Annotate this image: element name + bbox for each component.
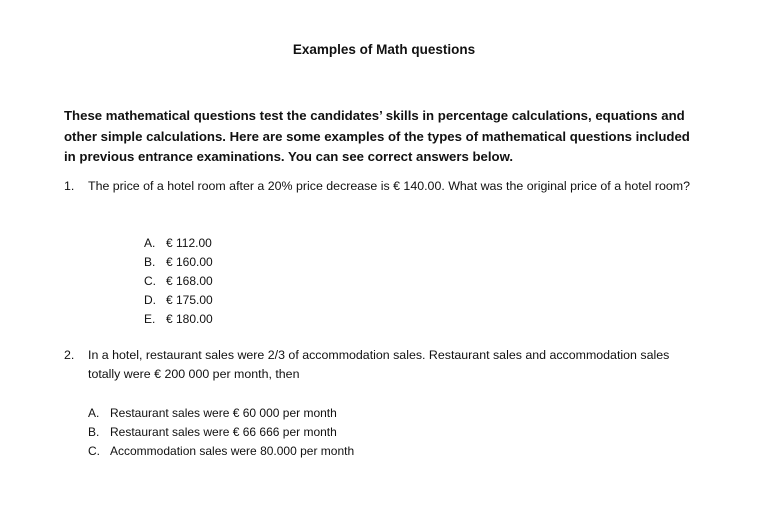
option-letter: A. [88, 406, 100, 420]
option-letter: C. [88, 444, 100, 458]
intro-paragraph: These mathematical questions test the candidates’ skills in percentage calculations, equations and other simple calculations. Here are some examples of the types of mathematical questions included in previous entrance examinations. You can see correct answers below. [64, 108, 690, 164]
option-letter: B. [88, 425, 100, 439]
option-b [88, 423, 488, 442]
question-1-options [144, 234, 344, 329]
option-text: Restaurant sales were € 60 000 per month [110, 406, 337, 420]
option-text: € 180.00 [166, 312, 213, 326]
option-text: € 112.00 [166, 236, 212, 250]
question-number: 1. [64, 179, 75, 193]
option-letter: D. [144, 293, 156, 307]
option-letter: B. [144, 255, 156, 269]
question-number: 2. [64, 348, 75, 362]
question-text: In a hotel, restaurant sales were 2/3 of accommodation sales. Restaurant sales and accommodation sales totally were € 200 000 per month, then [88, 348, 670, 381]
question-2-options [88, 404, 488, 461]
option-d [144, 291, 344, 310]
option-text: Restaurant sales were € 66 666 per month [110, 425, 337, 439]
option-letter: E. [144, 312, 156, 326]
option-a [144, 234, 344, 253]
page-title: Examples of Math questions [292, 42, 476, 57]
option-letter: C. [144, 274, 156, 288]
option-c [144, 272, 344, 291]
option-text: € 160.00 [166, 255, 213, 269]
option-a [88, 404, 488, 423]
option-text: Accommodation sales were 80.000 per month [110, 444, 355, 458]
option-e [144, 310, 344, 329]
option-text: € 168.00 [166, 274, 213, 288]
option-c [88, 442, 488, 461]
option-letter: A. [144, 236, 156, 250]
question-text: The price of a hotel room after a 20% price decrease is € 140.00. What was the original price of a hotel room? [88, 179, 690, 193]
option-b [144, 253, 344, 272]
option-text: € 175.00 [166, 293, 213, 307]
